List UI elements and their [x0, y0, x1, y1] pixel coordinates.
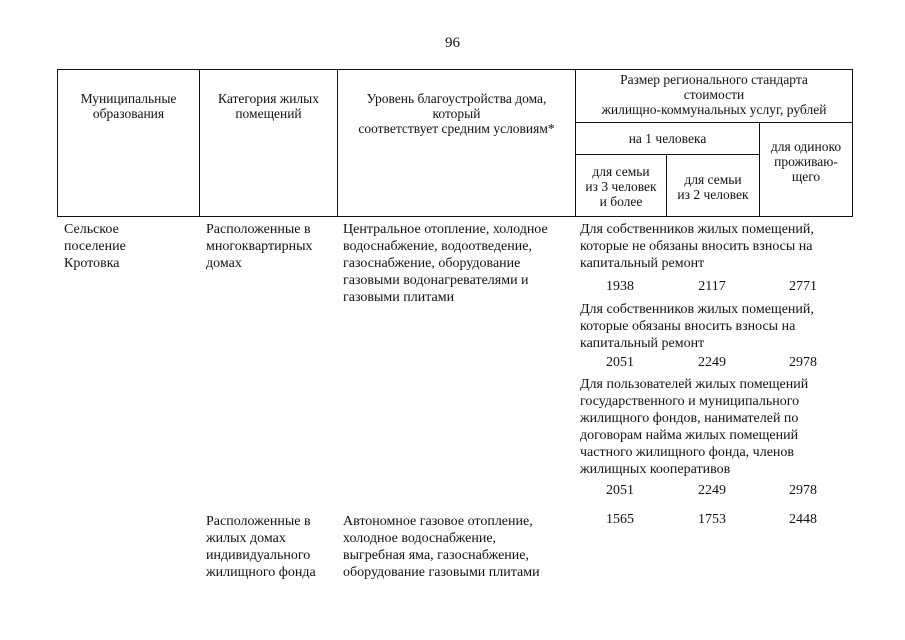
header-municipality: Муниципальные образования [80, 91, 177, 121]
page-number: 96 [445, 35, 460, 51]
group1-value-family2: 2117 [698, 279, 726, 294]
header-single: для одиноко проживаю- щего [770, 139, 842, 184]
row2-category: Расположенные в жилых домах индивидуального жилищного фонда [206, 514, 316, 580]
row2-level: Автономное газовое отопление, холодное водоснабжение, выгребная яма, газоснабжение, оборудование газовыми плитами [343, 514, 540, 580]
header-category: Категория жилых помещений [218, 91, 319, 121]
group2-value-family3: 2051 [606, 355, 634, 370]
group1-label: Для собственников жилых помещений, которые не обязаны вносить взносы на капитальный ремонт [580, 222, 814, 271]
size-subheader-line [575, 122, 853, 123]
table-top-border [57, 69, 853, 70]
group1-value-family3: 1938 [606, 279, 634, 294]
header-family2: для семьи из 2 человек [677, 172, 749, 202]
row2-value-family2: 1753 [698, 512, 726, 527]
row1-municipality: Сельское поселение Кротовка [64, 222, 126, 271]
header-bottom-border [57, 216, 853, 217]
group1-value-single: 2771 [789, 279, 817, 294]
table-right-border [852, 69, 853, 217]
group3-label: Для пользователей жилых помещений государственного и муниципального жилищного фондов, нанимателей по договорам найма жилых помещений частного жилищного фонда, членов жилищных кооперативов [580, 377, 809, 477]
group3-value-single: 2978 [789, 483, 817, 498]
header-family3: для семьи из 3 человек и более [585, 164, 657, 209]
group2-value-family2: 2249 [698, 355, 726, 370]
group3-value-family2: 2249 [698, 483, 726, 498]
header-per-person: на 1 человека [628, 131, 707, 146]
row2-value-family3: 1565 [606, 512, 634, 527]
group2-label: Для собственников жилых помещений, которые обязаны вносить взносы на капитальный ремонт [580, 302, 814, 351]
per-person-subheader-line [575, 154, 759, 155]
row1-category: Расположенные в многоквартирных домах [206, 222, 313, 271]
row1-level: Центральное отопление, холодное водоснабжение, водоотведение, газоснабжение, оборудование газовыми водонагревателями и газовыми плитами [343, 222, 548, 305]
row2-value-single: 2448 [789, 512, 817, 527]
group2-value-single: 2978 [789, 355, 817, 370]
group3-value-family3: 2051 [606, 483, 634, 498]
header-level: Уровень благоустройства дома, который соответствует средним условиям* [358, 91, 555, 136]
header-size: Размер регионального стандарта стоимости жилищно-коммунальных услуг, рублей [601, 72, 827, 117]
